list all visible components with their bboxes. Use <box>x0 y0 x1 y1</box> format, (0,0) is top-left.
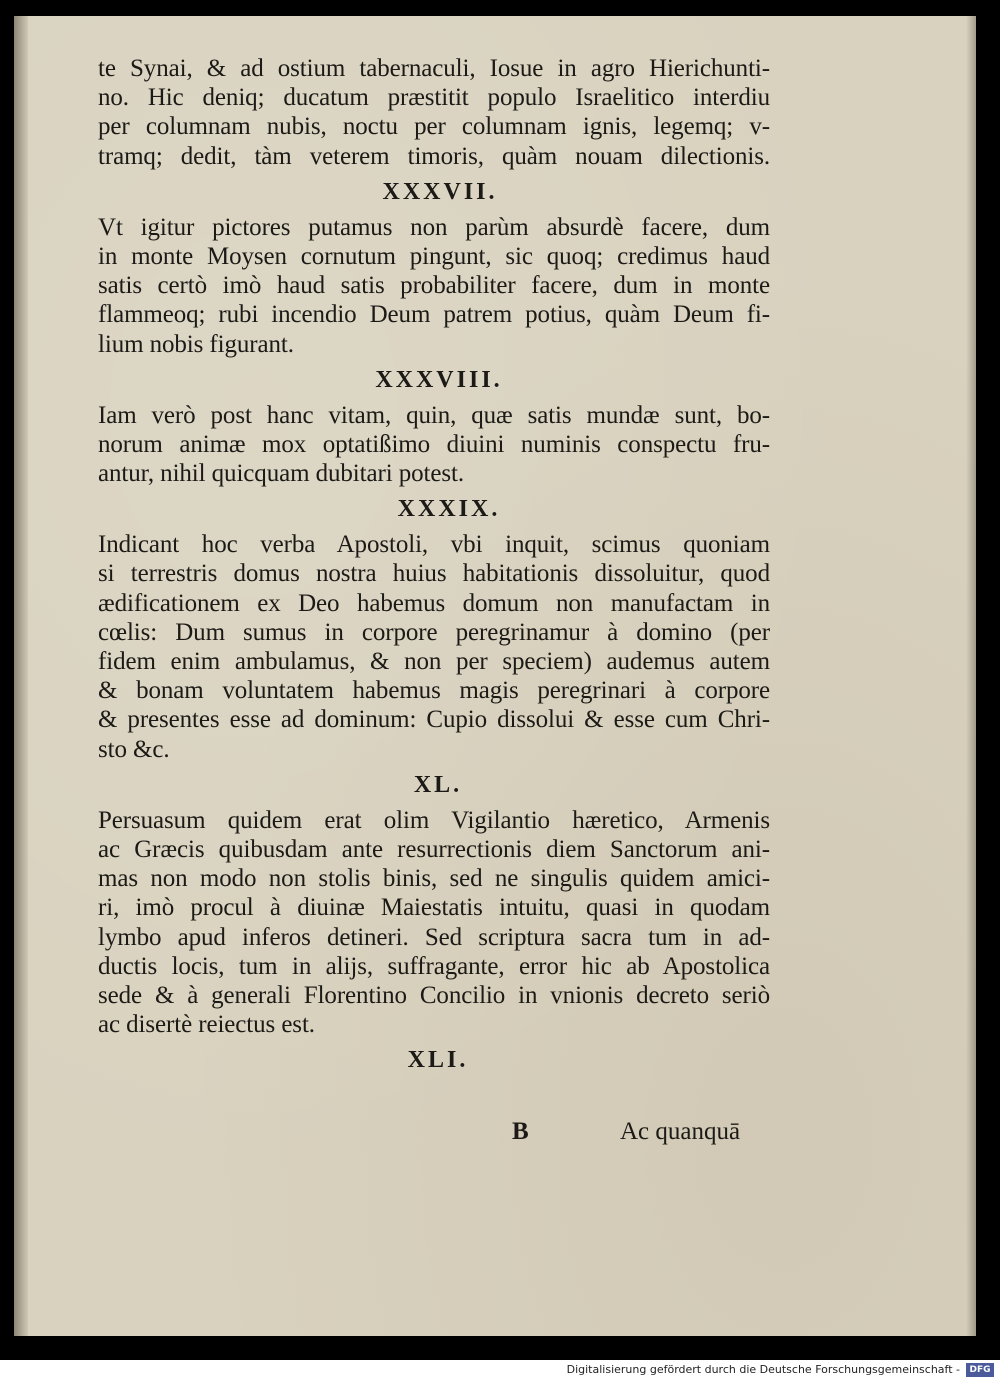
text-line: fidem enim ambulamus, & non per speciem) audemus autem <box>98 648 770 675</box>
section-heading-xli: XLI. <box>407 1047 469 1074</box>
text-line: lymbo apud inferos detineri. Sed scriptura sacra tum in ad- <box>98 923 770 951</box>
dfg-logo: DFG <box>966 1363 994 1377</box>
page-gutter <box>14 16 28 1336</box>
text-line: norum animæ mox optatißimo diuini numinis conspectu fru- <box>98 430 770 458</box>
text-line: Vt igitur pictores putamus non parùm absurdè facere, dum <box>98 213 770 241</box>
text-line: cœlis: Dum sumus in corpore peregrinamur à domino (per <box>98 618 770 646</box>
text-line: per columnam nubis, noctu per columnam ignis, legemq; v- <box>98 113 770 141</box>
paragraph-5 <box>98 806 770 1040</box>
text-line: in monte Moysen cornutum pingunt, sic quoq; credimus haud <box>98 242 770 270</box>
section-heading-xxxix: XXXIX. <box>397 496 501 523</box>
section-heading-xl: XL. <box>413 771 463 798</box>
text-line: ac disertè reiectus est. <box>98 1011 315 1039</box>
text-line: flammeoq; rubi incendio Deum patrem potius, quàm Deum fi- <box>98 301 770 329</box>
page-edge-shadow <box>966 16 976 1336</box>
section-heading-xxxviii: XXXVIII. <box>375 366 503 393</box>
section-heading-xxxvii: XXXVII. <box>382 178 498 205</box>
text-line: ædificationem ex Deo habemus domum non manufactam in <box>98 589 770 617</box>
text-line: sede & à generali Florentino Concilio in vnionis decreto seriò <box>98 981 770 1009</box>
text-line: ac Græcis quibusdam ante resurrectionis diem Sanctorum ani- <box>98 835 770 863</box>
text-line: ri, imò procul à diuinæ Maiestatis intuitu, quasi in quodam <box>98 894 770 922</box>
signature-mark: B <box>512 1118 529 1145</box>
paragraph-4 <box>98 530 770 764</box>
text-line: si terrestris domus nostra huius habitationis dissoluitur, quod <box>98 560 770 588</box>
page-text <box>98 54 770 1081</box>
text-line: Indicant hoc verba Apostoli, vbi inquit, scimus quoniam <box>98 531 770 559</box>
paragraph-2 <box>98 213 770 359</box>
text-line: satis certò imò haud satis probabiliter facere, dum in monte <box>98 272 770 300</box>
catchword: Ac quanquā <box>620 1118 741 1145</box>
text-line: Iam verò post hanc vitam, quin, quæ satis mundæ sunt, bo- <box>98 401 770 429</box>
text-line: no. Hic deniq; ducatum præstitit populo Israelitico interdiu <box>98 84 770 112</box>
text-line: & presentes esse ad dominum: Cupio dissolui & esse cum Chri- <box>98 706 770 734</box>
text-line: tramq; dedit, tàm veterem timoris, quàm nouam dilectionis. <box>98 142 770 170</box>
paragraph-1 <box>98 54 770 171</box>
text-line: lium nobis figurant. <box>98 330 294 358</box>
footer-bar <box>0 1360 1000 1381</box>
funding-note: Digitalisierung gefördert durch die Deutsche Forschungsgemeinschaft - <box>566 1363 960 1376</box>
text-line: ductis locis, tum in alijs, suffragante, error hic ab Apostolica <box>98 952 770 980</box>
paragraph-3 <box>98 401 770 489</box>
text-line: Persuasum quidem erat olim Vigilantio hæretico, Armenis <box>98 806 770 834</box>
text-line: te Synai, & ad ostium tabernaculi, Iosue in agro Hierichunti- <box>98 55 770 82</box>
text-line: & bonam voluntatem habemus magis peregrinari à corpore <box>98 677 770 705</box>
text-line: sto &c. <box>98 735 170 763</box>
text-line: mas non modo non stolis binis, sed ne singulis quidem amici- <box>98 865 770 893</box>
text-line: antur, nihil quicquam dubitari potest. <box>98 460 464 488</box>
